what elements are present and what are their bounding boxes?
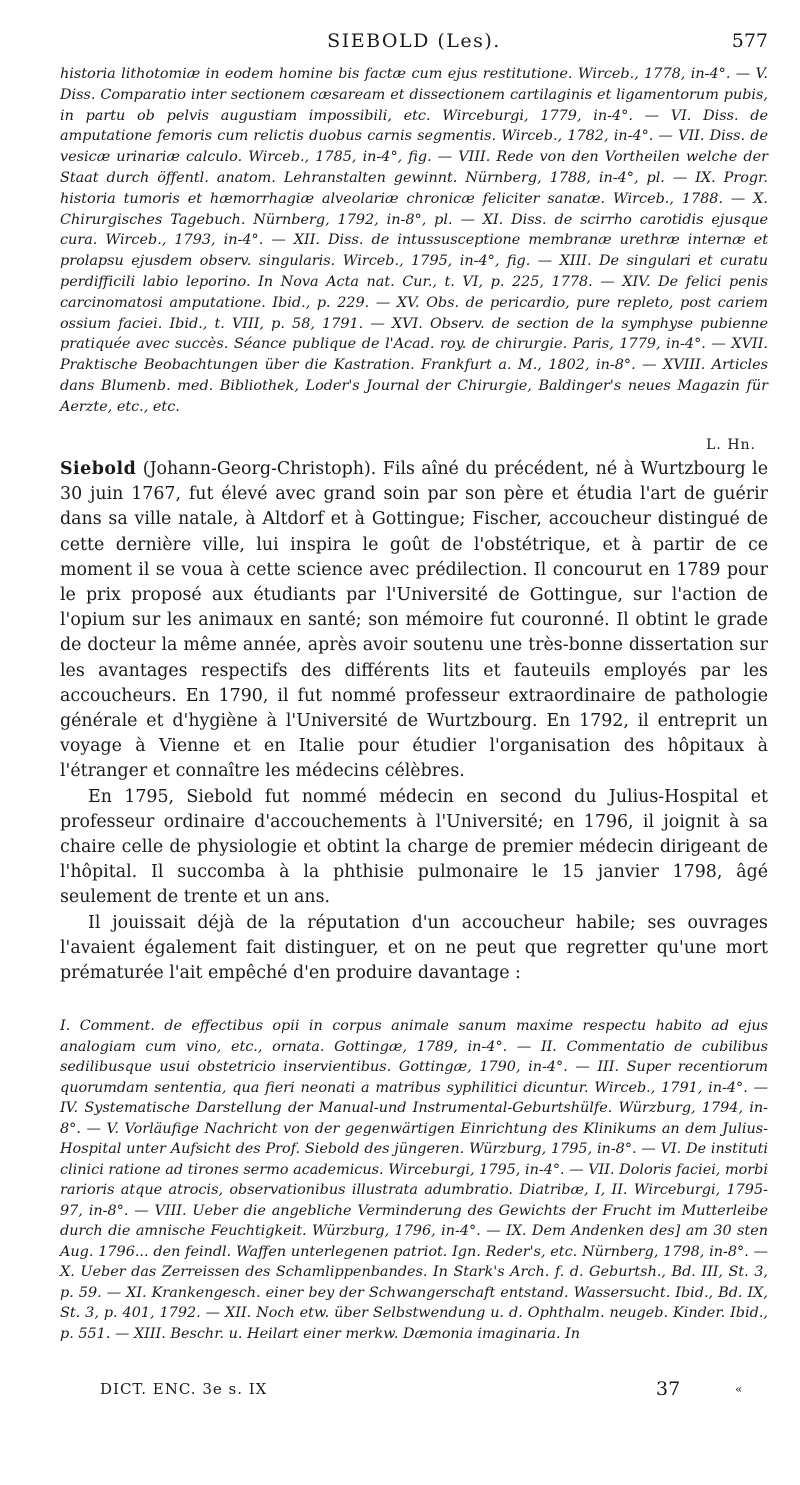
footer-mark: « [735, 1382, 743, 1396]
paragraph-1-text: Fils aîné du précédent, né à Wurtzbourg le 30 juin 1767, fut élevé avec grand soin par son père et étudia l'art de guérir dans sa ville natale, à Altdorf et à Gottingue; Fischer, accoucheur distingué de cette dernière ville, lui inspira le goût de l'obstétrique, et à partir de ce moment il se voua à cette science avec prédilection. Il concourut en 1789 pour le prix proposé aux étudiants par l'Université de Gottingue, sur l'action de l'opium sur les animaux en santé; son mémoire fut couronné. Il obtint le grade de docteur la même année, après avoir soutenu une très-bonne dissertation sur les avantages respectifs des différents lits et fauteuils employés par les accoucheurs. En 1790, il fut nommé professeur extraordinaire de pathologie générale et d'hygiène à l'Université de Wurtzbourg. En 1792, il entreprit un voyage à Vienne et en Italie pour étudier l'organisation des hôpitaux à l'étranger et connaître les médecins célèbres. [60, 459, 769, 782]
previous-entry-bibliography: historia lithotomiæ in eodem homine bis factæ cum ejus restitutione. Wirceb., 1778, in-4°. — V. Diss. Comparatio inter sectionem cæsaream et dissectionem cartilaginis et ligamentorum pubis, in partu ob pelvis augustiam impossibili, etc. Wirceburgi, 1779, in-4°. — VI. Diss. de amputatione femoris cum relictis duobus carnis segmentis. Wirceb., 1782, in-4°. — VII. Diss. de vesicæ urinariæ calculo. Wirceb., 1785, in-4°, fig. — VIII. Rede von den Vortheilen welche der Staat durch öffentl. anatom. Lehranstalten gewinnt. Nürnberg, 1788, in-4°, pl. — IX. Progr. historia tumoris et hæmorrhagiæ alveolariæ chronicæ feliciter sanatæ. Wirceb., 1788. — X. Chirurgisches Tagebuch. Nürnberg, 1792, in-8°, pl. — XI. Diss. de scirrho carotidis ejusque cura. Wirceb., 1793, in-4°. — XII. Diss. de intussusceptione membranæ urethræ internæ et prolapsu ejusdem observ. singularis. Wirceb., 1795, in-4°, fig. — XIII. De singulari et curatu perdifficili labio leporino. In Nova Acta nat. Cur., t. VI, p. 225, 1778. — XIV. De felici penis carcinomatosi amputatione. Ibid., p. 229. — XV. Obs. de pericardio, pure repleto, post cariem ossium faciei. Ibid., t. VIII, p. 58, 1791. — XVI. Observ. de section de la symphyse pubienne pratiquée avec succès. Séance publique de l'Acad. roy. de chirurgie. Paris, 1779, in-4°. — XVII. Praktische Beobachtungen über die Kastration. Frankfurt a. M., 1802, in-8°. — XVIII. Articles dans Blumenb. med. Bibliothek, Loder's Journal der Chirurgie, Baldinger's neues Magazin für Aerzte, etc., etc. [60, 66, 768, 415]
paragraph-2: En 1795, Siebold fut nommé médecin en second du Julius-Hospital et professeur ordinaire d'accouchements à l'Université; en 1796, il joignit à sa chaire celle de physiologie et obtint la charge de premier médecin dirigeant de l'hôpital. Il succomba à la phthisie pulmonaire le 15 janvier 1798, âgé seulement de trente et un ans. [60, 786, 768, 908]
sheet-signature: DICT. ENC. 3e s. IX [100, 1380, 268, 1398]
paragraph-3: Il jouissait déjà de la réputation d'un accoucheur habile; ses ouvrages l'avaient également fait distinguer, et on ne peut que regretter qu'une mort prématurée l'ait empêché d'en produire davantage : [60, 912, 768, 984]
works-list: I. Comment. de effectibus opii in corpus animale sanum maxime respectu habito ad ejus analogiam cum vino, etc., ornata. Gottingæ, 1789, in-4°. — II. Commentatio de cubilibus sedilibusque usui obstetricio inservientibus. Gottingæ, 1790, in-4°. — III. Super recentiorum quorumdam sententia, qua fieri neonati a matribus syphilitici dicuntur. Wirceb., 1791, in-4°. — IV. Systematische Darstellung der Manual-und Instrumental-Geburtshülfe. Würzburg, 1794, in-8°. — V. Vorläufige Nachricht von der gegenwärtigen Einrichtung des Klinikums an dem Julius-Hospital unter Aufsicht des Prof. Siebold des jüngeren. Würzburg, 1795, in-8°. — VI. De instituti clinici ratione ad tirones sermo academicus. Wirceburgi, 1795, in-4°. — VII. Doloris faciei, morbi rarioris atque atrocis, observationibus illustrata adumbratio. Diatribæ, I, II. Wirceburgi, 1795-97, in-8°. — VIII. Ueber die angebliche Verminderung des Gewichts der Frucht im Mutterleibe durch die amnische Feuchtigkeit. Würzburg, 1796, in-4°. — IX. Dem Andenken des] am 30 sten Aug. 1796... den feindl. Waffen unterlegenen patriot. Ign. Reder's, etc. Nürnberg, 1798, in-8°. — X. Ueber das Zerreissen des Schamlippenbandes. In Stark's Arch. f. d. Geburtsh., Bd. III, St. 3, p. 59. — XI. Krankengesch. einer bey der Schwangerschaft entstand. Wassersucht. Ibid., Bd. IX, St. 3, p. 401, 1792. — XII. Noch etw. über Selbstwendung u. d. Ophthalm. neugeb. Kinder. Ibid., p. 551. — XIII. Beschr. u. Heilart einer merkw. Dæmonia imaginaria. In [60, 1018, 768, 1342]
running-title: SIEBOLD (Les). [327, 30, 501, 52]
page-footer [100, 1378, 760, 1402]
page-number: 577 [731, 30, 768, 52]
entry-biography [60, 457, 768, 986]
entry-name: Siebold [60, 459, 137, 479]
author-initials: L. Hn. [706, 437, 756, 453]
sheet-number: 37 [656, 1378, 681, 1400]
page-header [60, 30, 768, 58]
paragraph-1 [60, 457, 768, 785]
entry-forenames: (Johann-Georg-Christoph). [142, 459, 377, 479]
